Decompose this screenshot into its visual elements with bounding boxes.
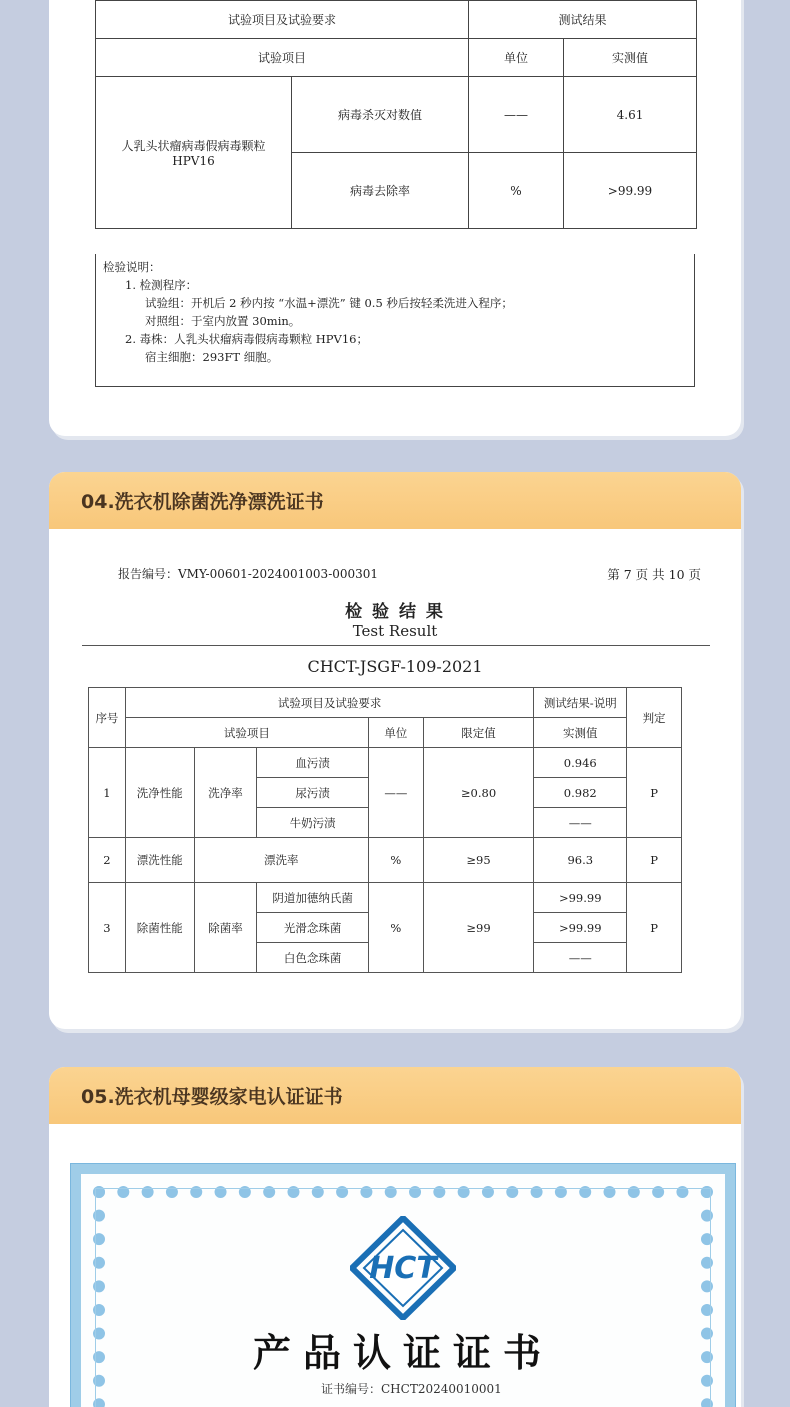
row-sub-item: 阴道加德纳氏菌 [257, 883, 369, 913]
header-seq: 序号 [89, 688, 126, 748]
row-item: 病毒去除率 [292, 153, 469, 229]
row-unit: % [469, 153, 564, 229]
result-title-en: Test Result [352, 622, 438, 640]
row-metric: 洗净率 [194, 748, 257, 838]
row-judge: P [627, 883, 682, 973]
subject-name: 人乳头状瘤病毒假病毒颗粒 [121, 139, 266, 153]
section-05-title: 05.洗衣机母婴级家电认证证书 [49, 1067, 741, 1124]
page-indicator: 第 7 页 共 10 页 [607, 567, 701, 582]
row-judge: P [627, 838, 682, 883]
logo-text: HCT [369, 1251, 437, 1286]
row-limit: ≥95 [423, 838, 534, 883]
row-seq: 2 [89, 838, 126, 883]
row-sub-item: 牛奶污渍 [257, 808, 369, 838]
row-seq: 1 [89, 748, 126, 838]
header-judge: 判定 [627, 688, 682, 748]
row-unit: —— [469, 77, 564, 153]
row-value: —— [534, 808, 627, 838]
row-sub-item: 尿污渍 [257, 778, 369, 808]
certificate-number: 证书编号：CHCT20240010001 [321, 1382, 502, 1396]
virus-test-table [95, 0, 697, 229]
section-04-title: 04.洗衣机除菌洗净漂洗证书 [49, 472, 741, 529]
row-unit: % [368, 883, 423, 973]
row-sub-item: 血污渍 [257, 748, 369, 778]
row-value: 4.61 [564, 77, 697, 153]
header-result-desc: 测试结果-说明 [534, 688, 627, 718]
row-item: 病毒杀灭对数值 [292, 77, 469, 153]
test-notes [95, 254, 695, 387]
header-limit: 限定值 [423, 718, 534, 748]
note-line: 宿主细胞：293FT 细胞。 [145, 350, 279, 364]
row-value: 0.982 [534, 778, 627, 808]
row-value: >99.99 [534, 883, 627, 913]
row-judge: P [627, 748, 682, 838]
note-line: 1. 检测程序： [125, 278, 198, 292]
header-unit: 单位 [368, 718, 423, 748]
notes-heading: 检验说明： [103, 260, 161, 274]
row-metric: 除菌率 [194, 883, 257, 973]
report-document [49, 529, 741, 1029]
section-05-card [49, 1067, 741, 1407]
header-test-results: 测试结果 [469, 1, 697, 39]
row-limit: ≥99 [423, 883, 534, 973]
row-performance: 除菌性能 [125, 883, 194, 973]
test-subject [96, 77, 292, 229]
divider [82, 645, 710, 646]
section-04-card [49, 472, 741, 1029]
subject-code: HPV16 [172, 154, 215, 168]
row-unit: —— [368, 748, 423, 838]
row-value: 0.946 [534, 748, 627, 778]
header-value: 实测值 [564, 39, 697, 77]
result-title-cn: 检 验 结 果 [345, 602, 445, 622]
row-value: 96.3 [534, 838, 627, 883]
header-item: 试验项目 [125, 718, 368, 748]
report-number: 报告编号：VMY-00601-2024001003-000301 [118, 567, 379, 581]
certificate-frame [71, 1164, 735, 1407]
row-unit: % [368, 838, 423, 883]
header-unit: 单位 [469, 39, 564, 77]
row-metric: 漂洗率 [194, 838, 368, 883]
row-seq: 3 [89, 883, 126, 973]
header-item: 试验项目 [96, 39, 469, 77]
test-report-card-top [49, 0, 741, 436]
header-measured: 实测值 [534, 718, 627, 748]
header-items-requirements: 试验项目及试验要求 [125, 688, 534, 718]
standard-code: CHCT-JSGF-109-2021 [307, 657, 483, 676]
row-value: >99.99 [534, 913, 627, 943]
row-limit: ≥0.80 [423, 748, 534, 838]
hct-logo-icon [350, 1216, 456, 1320]
note-line: 对照组：于室内放置 30min。 [145, 314, 301, 328]
row-value: —— [534, 943, 627, 973]
certificate-title: 产品认证证书 [252, 1331, 553, 1375]
row-performance: 洗净性能 [125, 748, 194, 838]
wash-test-table [88, 687, 682, 973]
row-sub-item: 光滑念珠菌 [257, 913, 369, 943]
row-value: >99.99 [564, 153, 697, 229]
note-line: 试验组：开机后 2 秒内按 “水温+漂洗” 键 0.5 秒后按轻柔洗进入程序； [145, 296, 513, 310]
header-items-requirements: 试验项目及试验要求 [96, 1, 469, 39]
row-sub-item: 白色念珠菌 [257, 943, 369, 973]
row-performance: 漂洗性能 [125, 838, 194, 883]
note-line: 2. 毒株：人乳头状瘤病毒假病毒颗粒 HPV16； [125, 332, 368, 346]
